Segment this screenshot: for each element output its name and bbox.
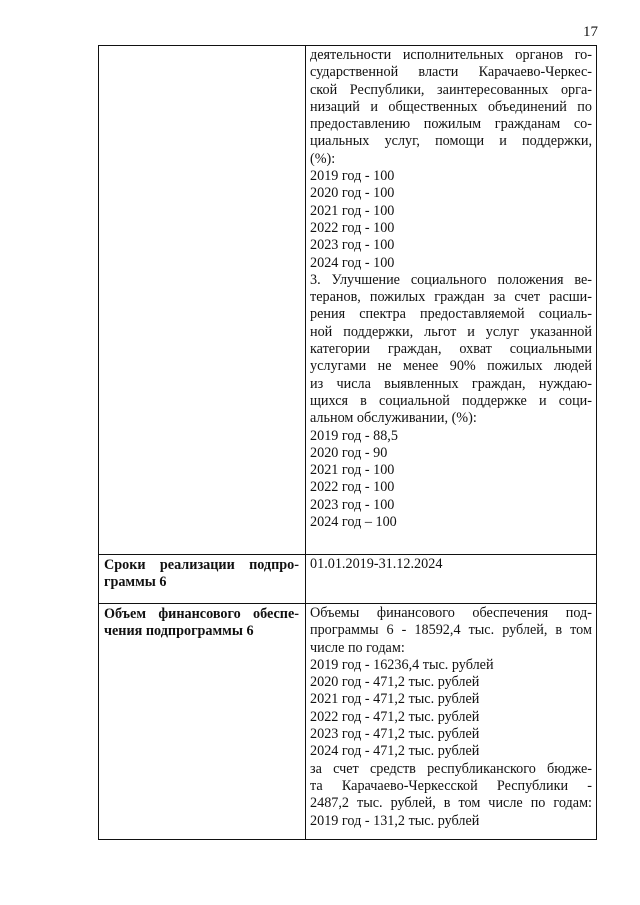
- text-line: 2487,2 тыс. рублей, в том числе по годам:: [310, 795, 592, 812]
- text-line: 2022 год - 100: [310, 219, 395, 236]
- program-passport-table: [98, 45, 597, 840]
- text-line: 2020 год - 471,2 тыс. рублей: [310, 674, 480, 691]
- text-line: 2019 год - 100: [310, 168, 395, 185]
- text-line: за счет средств республиканского бюдже-: [310, 760, 592, 777]
- text-line: числе по годам:: [310, 639, 405, 656]
- text-line: 2019 год - 131,2 тыс. рублей: [310, 812, 480, 829]
- text-line: из числа выявленных граждан, нуждаю-: [310, 375, 592, 392]
- text-line: 2024 год - 100: [310, 254, 395, 271]
- text-line: 2024 год – 100: [310, 514, 397, 531]
- text-line: 2021 год - 100: [310, 202, 395, 219]
- text-line: 2022 год - 100: [310, 479, 395, 496]
- text-line: рения спектра предоставляемой социаль-: [310, 306, 592, 323]
- funding-text-cell: [306, 604, 597, 840]
- text-line: 3. Улучшение социального положения ве-: [310, 271, 592, 288]
- label-line: Сроки реализации подпро-: [104, 557, 299, 573]
- label-line: чения подпрограммы 6: [104, 623, 254, 640]
- text-line: ской Республики, заинтересованных орга-: [310, 81, 592, 98]
- text-line: услугами не менее 90% пожилых людей: [310, 358, 592, 375]
- table-row-indicators: [99, 46, 597, 555]
- label-line: Объем финансового обеспе-: [104, 606, 299, 622]
- label-line: граммы 6: [104, 574, 167, 591]
- page-number: 17: [583, 24, 598, 40]
- text-line: 2023 год - 471,2 тыс. рублей: [310, 726, 480, 743]
- text-line: 01.01.2019-31.12.2024: [310, 556, 443, 572]
- text-line: 2022 год - 471,2 тыс. рублей: [310, 708, 480, 725]
- timeframe-label-cell: [99, 555, 306, 604]
- text-line: 2021 год - 100: [310, 462, 395, 479]
- text-line: 2023 год - 100: [310, 237, 395, 254]
- funding-label-cell: [99, 604, 306, 840]
- text-line: предоставлению пожилым гражданам со-: [310, 116, 592, 133]
- indicators-text-cell: [306, 46, 597, 555]
- text-line: 2024 год - 471,2 тыс. рублей: [310, 743, 480, 760]
- text-line: 2021 год - 471,2 тыс. рублей: [310, 691, 480, 708]
- text-line: деятельности исполнительных органов го-: [310, 47, 592, 63]
- label-cell-empty: [99, 46, 306, 555]
- text-line: теранов, пожилых граждан за счет расши-: [310, 289, 592, 306]
- text-line: 2023 год - 100: [310, 496, 395, 513]
- table-row-timeframe: [99, 555, 597, 604]
- text-line: категории граждан, охват социальными: [310, 341, 592, 358]
- text-line: низаций и общественных объединений по: [310, 98, 592, 115]
- text-line: программы 6 - 18592,4 тыс. рублей, в том: [310, 622, 592, 639]
- text-line: 2020 год - 90: [310, 444, 388, 461]
- text-line: 2020 год - 100: [310, 185, 395, 202]
- table-row-funding: [99, 604, 597, 840]
- text-line: щихся в социальной поддержке и соци-: [310, 392, 592, 409]
- text-line: ной поддержки, льгот и услуг указанной: [310, 323, 592, 340]
- text-line: сударственной власти Карачаево-Черкес-: [310, 64, 592, 81]
- text-line: циальных услуг, помощи и поддержки,: [310, 133, 592, 150]
- text-line: та Карачаево-Черкесской Республики -: [310, 777, 592, 794]
- text-line: альном обслуживании, (%):: [310, 410, 477, 427]
- text-line: 2019 год - 88,5: [310, 427, 398, 444]
- timeframe-text-cell: [306, 555, 597, 604]
- text-line: Объемы финансового обеспечения под-: [310, 605, 592, 621]
- text-line: (%):: [310, 150, 336, 167]
- text-line: 2019 год - 16236,4 тыс. рублей: [310, 656, 494, 673]
